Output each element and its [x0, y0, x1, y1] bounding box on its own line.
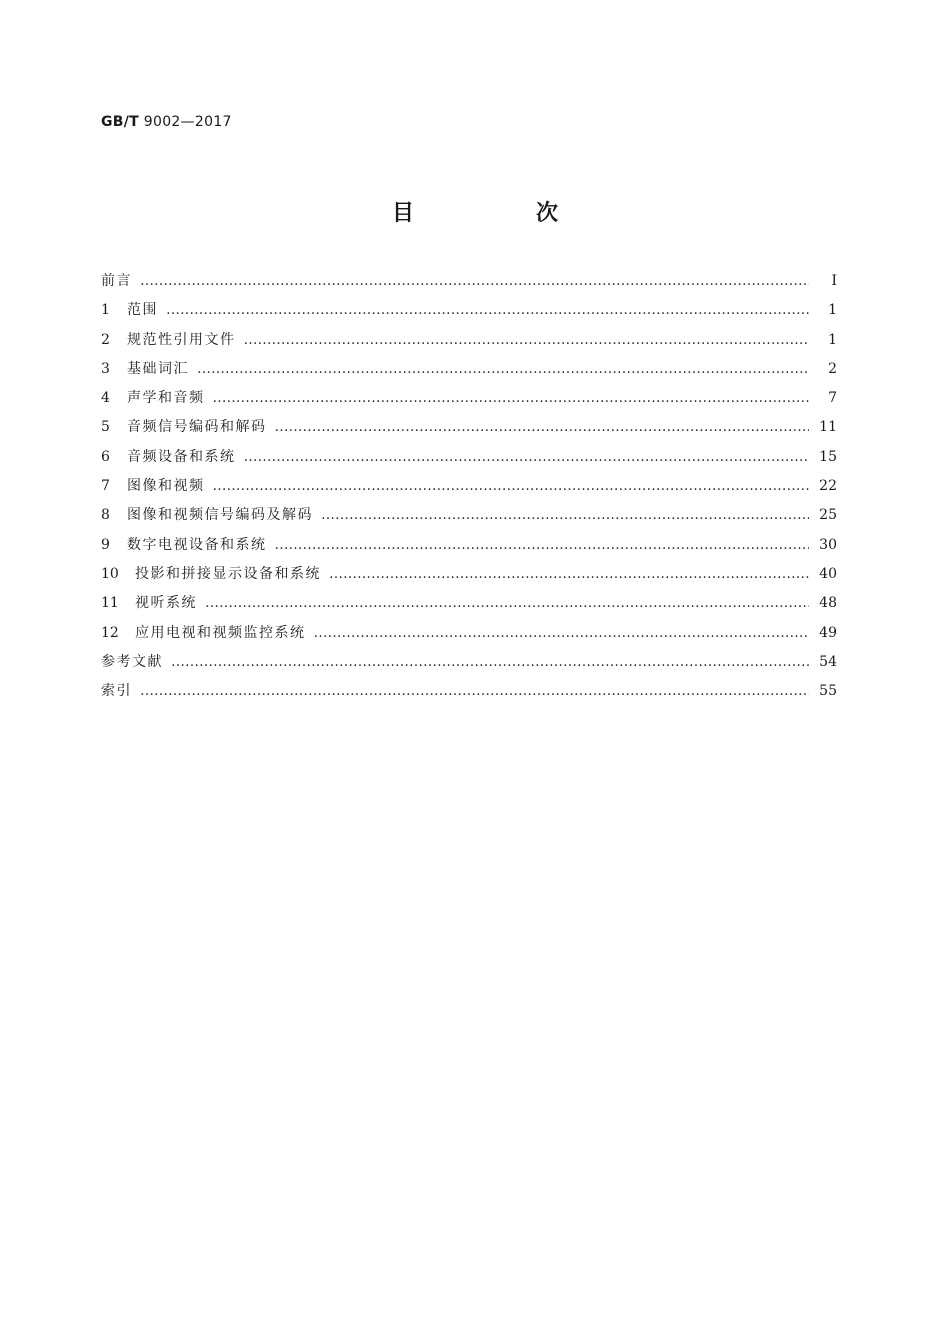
- toc-entry-number: 12: [101, 624, 119, 641]
- toc-entry[interactable]: [101, 475, 837, 504]
- toc-entry-label: 前言: [101, 273, 132, 289]
- toc-entry-label: 投影和拼接显示设备和系统: [135, 565, 321, 582]
- toc-entry[interactable]: [101, 651, 837, 680]
- toc-entry-number: 7: [101, 478, 110, 495]
- toc-leader-dots: [171, 654, 809, 670]
- toc-entry[interactable]: [101, 387, 837, 416]
- toc-entry-label: 图像和视频信号编码及解码: [127, 507, 313, 524]
- toc-leader-dots: [205, 595, 809, 611]
- toc-entry-number: 4: [101, 390, 110, 407]
- toc-entry-page: 40: [819, 565, 837, 582]
- toc-entry-label: 索引: [101, 683, 132, 700]
- toc-entry-number: 6: [101, 448, 110, 465]
- toc-entry-label: 范围: [127, 302, 158, 319]
- toc-leader-dots: [140, 273, 809, 289]
- toc-leader-dots: [244, 332, 810, 348]
- toc-entry[interactable]: [101, 299, 837, 328]
- toc-entry-page: 25: [819, 507, 837, 524]
- toc-entry[interactable]: [101, 329, 837, 358]
- toc-leader-dots: [213, 390, 810, 406]
- toc-entry-number: 3: [101, 360, 110, 377]
- toc-entry-page: Ⅰ: [831, 273, 837, 289]
- toc-leader-dots: [329, 566, 809, 582]
- toc-entry[interactable]: [101, 416, 837, 445]
- toc-entry-page: 30: [819, 536, 837, 553]
- toc-leader-dots: [166, 302, 809, 318]
- toc-leader-dots: [213, 478, 810, 494]
- toc-entry-page: 7: [828, 390, 837, 407]
- standard-year: 9002—2017: [143, 114, 232, 130]
- toc-entry-page: 15: [819, 448, 837, 465]
- toc-entry[interactable]: [101, 504, 837, 533]
- toc-entry-page: 22: [819, 478, 837, 495]
- toc-leader-dots: [275, 419, 810, 435]
- toc-entry-page: 1: [828, 302, 837, 319]
- toc-entry-page: 49: [819, 624, 837, 641]
- standard-code: GB/T: [101, 114, 140, 130]
- toc-entry-page: 11: [819, 419, 837, 436]
- toc-entry[interactable]: [101, 592, 837, 621]
- toc-entry-number: 11: [101, 595, 119, 612]
- toc-entry-page: 48: [819, 595, 837, 612]
- toc-entry[interactable]: [101, 358, 837, 387]
- toc-entry-number: 1: [101, 302, 110, 319]
- toc-entry-number: 2: [101, 331, 110, 348]
- toc-entry[interactable]: [101, 446, 837, 475]
- toc-entry-label: 基础词汇: [127, 360, 189, 377]
- toc-leader-dots: [275, 537, 810, 553]
- toc-entry-label: 参考文献: [101, 653, 163, 670]
- toc-leader-dots: [140, 683, 809, 699]
- toc-entry-label: 规范性引用文件: [127, 331, 236, 348]
- toc-entry[interactable]: [101, 534, 837, 563]
- toc-entry-number: 10: [101, 565, 119, 582]
- toc-leader-dots: [197, 361, 809, 377]
- toc-entry[interactable]: [101, 563, 837, 592]
- toc-entry-label: 视听系统: [135, 595, 197, 612]
- table-of-contents: [101, 270, 837, 709]
- toc-entry-page: 1: [828, 331, 837, 348]
- toc-leader-dots: [321, 507, 809, 523]
- toc-leader-dots: [314, 625, 810, 641]
- toc-entry-label: 图像和视频: [127, 478, 205, 495]
- toc-entry-label: 数字电视设备和系统: [127, 536, 267, 553]
- toc-entry[interactable]: [101, 680, 837, 709]
- standard-number: [101, 114, 232, 130]
- toc-entry-page: 55: [819, 683, 837, 700]
- toc-entry-label: 音频信号编码和解码: [127, 419, 267, 436]
- toc-entry-page: 54: [819, 653, 837, 670]
- toc-entry-label: 声学和音频: [127, 390, 205, 407]
- toc-entry-label: 音频设备和系统: [127, 448, 236, 465]
- toc-entry-number: 5: [101, 419, 110, 436]
- toc-leader-dots: [244, 449, 810, 465]
- toc-entry-number: 9: [101, 536, 110, 553]
- toc-entry-label: 应用电视和视频监控系统: [135, 624, 306, 641]
- toc-entry[interactable]: [101, 622, 837, 651]
- page-title: 目 次: [391, 201, 608, 226]
- toc-entry[interactable]: [101, 270, 837, 299]
- toc-entry-number: 8: [101, 507, 110, 524]
- toc-entry-page: 2: [828, 360, 837, 377]
